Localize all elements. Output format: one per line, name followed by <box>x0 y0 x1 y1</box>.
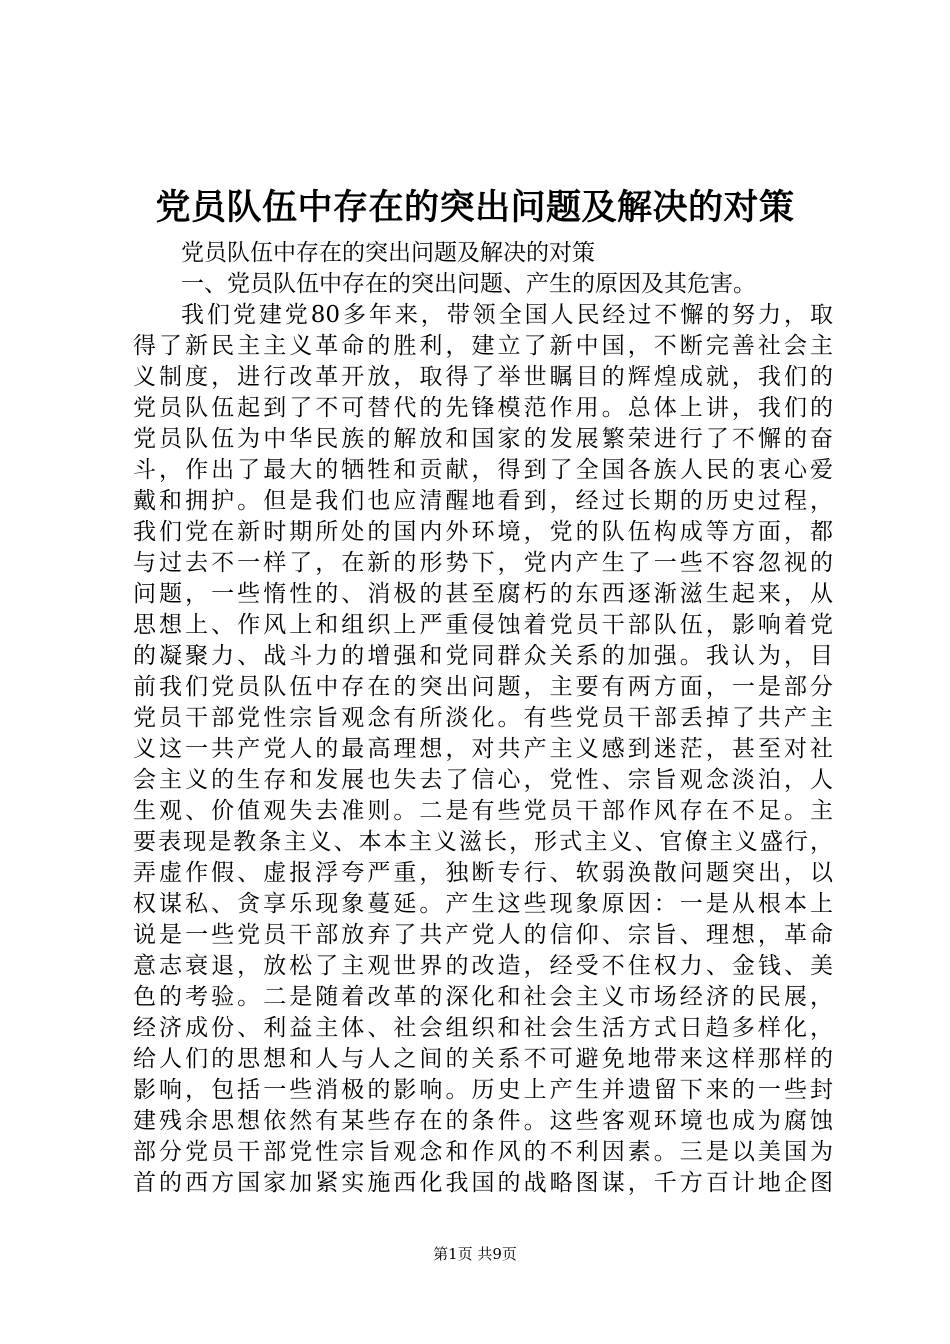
paragraph-line: 前我们党员队伍中存在的突出问题，主要有两方面，一是部分 <box>133 674 833 700</box>
paragraph-line: 问题，一些惰性的、消极的甚至腐朽的东西逐渐滋生起来，从 <box>133 581 833 607</box>
paragraph-line: 首的西方国家加紧实施西化我国的战略图谋，千方百计地企图 <box>133 1170 833 1196</box>
paragraph-line: 权谋私、贪享乐现象蔓延。产生这些现象原因：一是从根本上 <box>133 891 833 917</box>
paragraph-line: 意志衰退，放松了主观世界的改造，经受不住权力、金钱、美 <box>133 953 833 979</box>
paragraph-line: 得了新民主主义革命的胜利，建立了新中国，不断完善社会主 <box>133 333 833 359</box>
paragraph-line: 影响，包括一些消极的影响。历史上产生并遗留下来的一些封 <box>133 1077 833 1103</box>
paragraph-line: 部分党员干部党性宗旨观念和作风的不利因素。三是以美国为 <box>133 1139 833 1165</box>
paragraph-line: 我们党在新时期所处的国内外环境，党的队伍构成等方面，都 <box>133 519 833 545</box>
paragraph-line: 的凝聚力、战斗力的增强和党同群众关系的加强。我认为，目 <box>133 643 833 669</box>
paragraph-line: 义制度，进行改革开放，取得了举世瞩目的辉煌成就，我们的 <box>133 364 833 390</box>
paragraph-line: 戴和拥护。但是我们也应清醒地看到，经过长期的历史过程， <box>133 488 833 514</box>
paragraph-line: 建残余思想依然有某些存在的条件。这些客观环境也成为腐蚀 <box>133 1108 833 1134</box>
paragraph-line: 党员队伍起到了不可替代的先锋模范作用。总体上讲，我们的 <box>133 395 833 421</box>
paragraph-line: 弄虚作假、虚报浮夸严重，独断专行、软弱涣散问题突出，以 <box>133 860 833 886</box>
paragraph-line: 思想上、作风上和组织上严重侵蚀着党员干部队伍，影响着党 <box>133 612 833 638</box>
paragraph-line: 经济成份、利益主体、社会组织和社会生活方式日趋多样化， <box>133 1015 833 1041</box>
paragraph-line: 色的考验。二是随着改革的深化和社会主义市场经济的民展， <box>133 984 833 1010</box>
paragraph-line: 说是一些党员干部放弃了共产党人的信仰、宗旨、理想，革命 <box>133 922 833 948</box>
paragraph-line: 我们党建党80多年来，带领全国人民经过不懈的努力，取 <box>181 302 833 328</box>
paragraph-line: 与过去不一样了，在新的形势下，党内产生了一些不容忽视的 <box>133 550 833 576</box>
page-indicator: 第1页 共9页 <box>433 1245 517 1263</box>
paragraph-line: 生观、价值观失去准则。二是有些党员干部作风存在不足。主 <box>133 798 833 824</box>
paragraph-line: 斗，作出了最大的牺牲和贡献，得到了全国各族人民的衷心爱 <box>133 457 833 483</box>
paragraph-line: 要表现是教条主义、本本主义滋长，形式主义、官僚主义盛行， <box>133 829 833 855</box>
document-body <box>133 238 833 1199</box>
paragraph-line: 义这一共产党人的最高理想，对共产主义感到迷茫，甚至对社 <box>133 736 833 762</box>
paragraph-line: 党员队伍为中华民族的解放和国家的发展繁荣进行了不懈的奋 <box>133 426 833 452</box>
document-title: 党员队伍中存在的突出问题及解决的对策 <box>155 187 795 228</box>
paragraph-line: 给人们的思想和人与人之间的关系不可避免地带来这样那样的 <box>133 1046 833 1072</box>
paragraph-line: 党员干部党性宗旨观念有所淡化。有些党员干部丢掉了共产主 <box>133 705 833 731</box>
paragraph-line: 会主义的生存和发展也失去了信心，党性、宗旨观念淡泊，人 <box>133 767 833 793</box>
paragraph-line: 一、党员队伍中存在的突出问题、产生的原因及其危害。 <box>181 271 756 297</box>
paragraph-line: 党员队伍中存在的突出问题及解决的对策 <box>181 240 595 266</box>
